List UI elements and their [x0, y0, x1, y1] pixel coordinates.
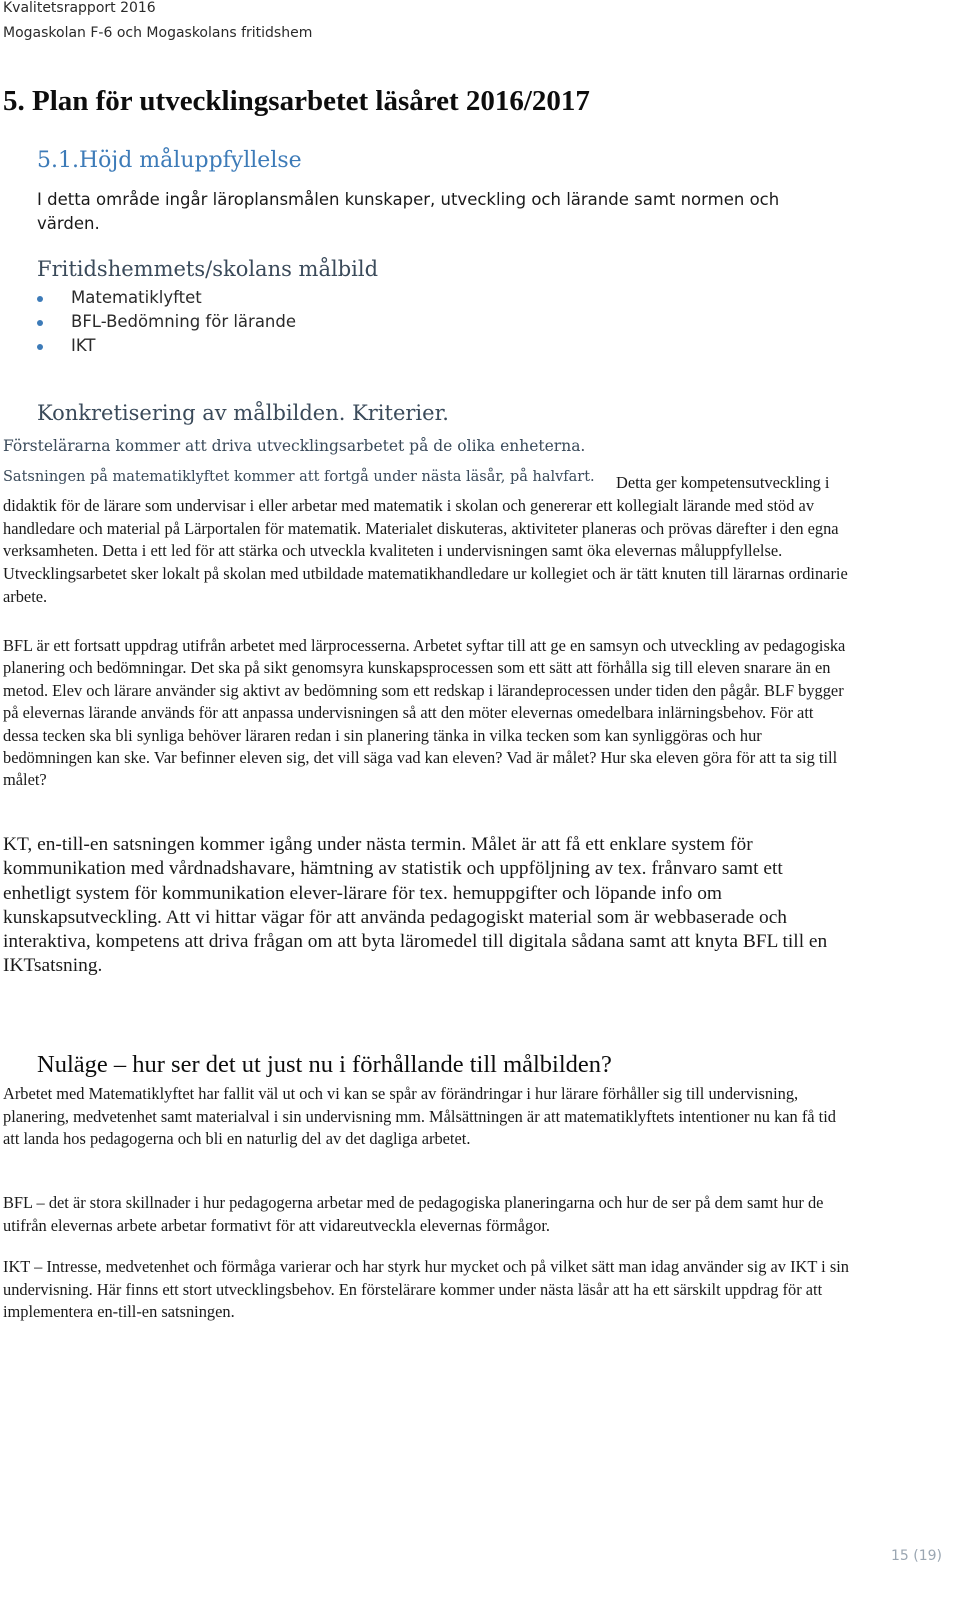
goal-list [37, 286, 296, 358]
status-heading: Nuläge – hur ser det ut just nu i förhållande till målbilden? [37, 1051, 612, 1078]
criteria-line-2: Satsningen på matematiklyftet kommer att fortgå under nästa läsår, på halvfart. [3, 469, 595, 485]
list-item [37, 334, 296, 358]
list-item [37, 310, 296, 334]
page-number: 15 (19) [890, 1548, 942, 1564]
status-bfl-paragraph: BFL – det är stora skillnader i hur pedagogerna arbetar med de pedagogiska planeringarna och hur de ser på dem samt hur de utifrån elevernas arbete arbetar formativt för att vidareutveckla elevernas förmågor. [3, 1193, 824, 1235]
running-header-school: Mogaskolan F-6 och Mogaskolans fritidshem [3, 25, 313, 41]
goal-item-label: Matematiklyftet [71, 288, 202, 307]
criteria-line-1: Förstelärarna kommer att driva utvecklingsarbetet på de olika enheterna. [3, 437, 586, 455]
subsection-intro: I detta område ingår läroplansmålen kunskaper, utveckling och lärande samt normen och värden. [37, 190, 780, 233]
list-item [37, 286, 296, 310]
status-ikt-paragraph: IKT – Intresse, medvetenhet och förmåga varierar och har styrk hur mycket och på vilket sätt man idag använder sig av IKT i sin undervisning. Här finns ett stort utvecklingsbehov. En förstelärare kommer under nästa läsår att ha ett särskilt uppdrag för att implementera en-till-en satsningen. [3, 1257, 849, 1321]
subsection-title: 5.1.Höjd måluppfyllelse [37, 148, 302, 173]
status-math-paragraph: Arbetet med Matematiklyftet har fallit väl ut och vi kan se spår av förändringar i hur lärare förhåller sig till undervisning, planering, medvetenhet samt materialval i sin undervisning mm. Målsättningen är att matematiklyftets intentioner nu kan få tid att landa hos pedagogerna och bli en naturlig del av det dagliga arbetet. [3, 1084, 836, 1148]
bullet-icon [37, 344, 43, 350]
goal-heading: Fritidshemmets/skolans målbild [37, 257, 379, 281]
running-header-title: Kvalitetsrapport 2016 [3, 0, 156, 16]
criteria-heading: Konkretisering av målbilden. Kriterier. [37, 401, 449, 425]
bfl-paragraph: BFL är ett fortsatt uppdrag utifrån arbetet med lärprocesserna. Arbetet syftar till att ge en samsyn och utveckling av pedagogiska planering och bedömningar. Det ska på sikt genomsyra kunskapsprocessen som ett sätt att förhålla sig till eleven snarare än en metod. Elev och lärare använder sig aktivt av bedömning som ett redskap i lärandeprocessen under tiden den pågår. BLF bygger på elevernas lärande används för att anpassa undervisningen så att den möter elevernas omedelbara inlärningsbehov. För att dessa tecken ska bli synliga behöver läraren redan i sin planering tänka in vilka tecken som kan synliggöras och hur bedömningen kan ske. Var befinner eleven sig, det vill säga vad kan eleven? Vad är målet? Hur ska eleven göra för att ta sig till målet? [3, 636, 846, 790]
goal-item-label: IKT [71, 336, 96, 355]
goal-item-label: BFL-Bedömning för lärande [71, 312, 297, 331]
ikt-paragraph: KT, en-till-en satsningen kommer igång under nästa termin. Målet är att få ett enklare system för kommunikation med vårdnadshavare, hämtning av statistik och uppföljning av tex. frånvaro samt ett enhetligt system för kommunikation elever-lärare för tex. hemuppgifter och löpande info om kunskapsutveckling. Att vi hittar vägar för att använda pedagogiskt material som är webbaserade och interaktiva, kompetens att driva frågan om att byta läromedel till digitala sådana samt att knyta BFL till en IKTsatsning. [3, 834, 828, 977]
bullet-icon [37, 320, 43, 326]
math-paragraph: Detta ger kompetensutveckling i didaktik för de lärare som undervisar i eller arbetar med matematik i skolan och genererar ett kollegialt lärande med stöd av handledare och material på Lärportalen för matematik. Materialet diskuteras, aktiviteter planeras och prövas därefter i den egna verksamheten. Detta i ett led för att stärka och utveckla kvaliteten i undervisningen samt öka elevernas måluppfyllelse. Utvecklingsarbetet sker lokalt på skolan med utbildade matematikhandledare ur kollegiet och är tätt knuten till lärarnas ordinarie arbete. [3, 473, 848, 606]
bullet-icon [37, 296, 43, 302]
section-title: 5. Plan för utvecklingsarbetet läsåret 2016/2017 [3, 85, 590, 117]
